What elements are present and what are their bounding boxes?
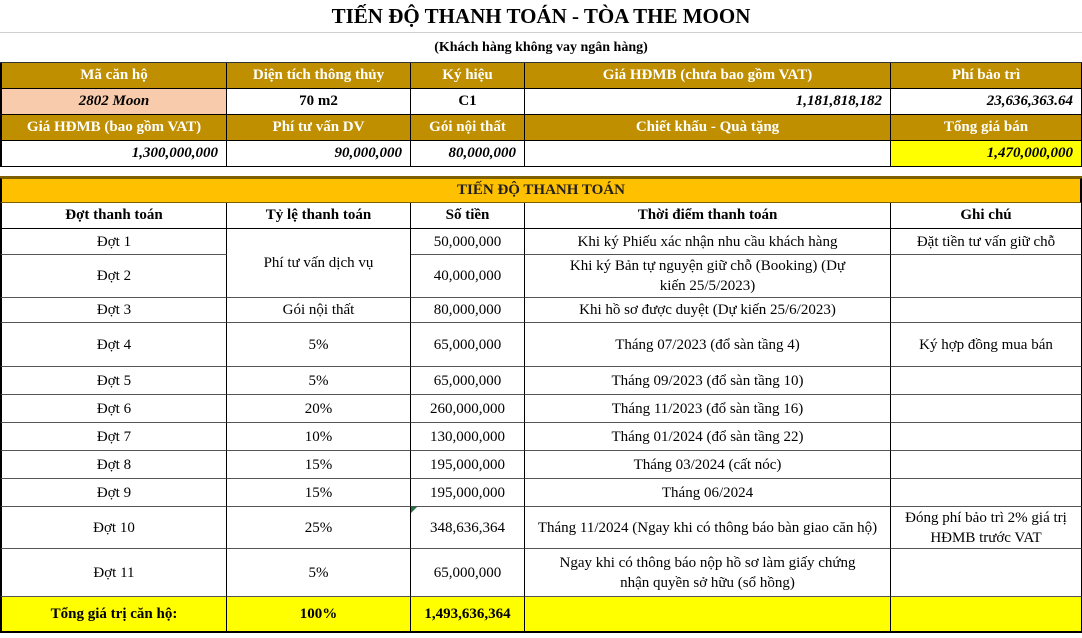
table-row [0, 255, 1082, 298]
value-price-incl-vat[interactable]: 1,300,000,000 [0, 141, 227, 167]
cell-phase[interactable]: Đợt 10 [0, 507, 227, 549]
header-price-excl-vat[interactable]: Giá HĐMB (chưa bao gồm VAT) [525, 63, 891, 89]
header-consulting-fee[interactable]: Phí tư vấn DV [227, 115, 411, 141]
value-price-excl-vat[interactable]: 1,181,818,182 [525, 89, 891, 115]
total-label[interactable]: Tổng giá trị căn hộ: [0, 597, 227, 633]
header-total-price[interactable]: Tổng giá bán [891, 115, 1082, 141]
header-unit-code[interactable]: Mã căn hộ [0, 63, 227, 89]
table-row [0, 229, 1082, 255]
cell-note[interactable] [891, 549, 1082, 597]
merged-rate-consulting-fee[interactable]: Phí tư vấn dịch vụ [227, 229, 411, 298]
cell-timing[interactable]: Tháng 09/2023 (đổ sàn tầng 10) [525, 367, 891, 395]
cell-amount[interactable]: 195,000,000 [411, 479, 525, 507]
header-furniture-package[interactable]: Gói nội thất [411, 115, 525, 141]
value-consulting-fee[interactable]: 90,000,000 [227, 141, 411, 167]
value-unit-code[interactable]: 2802 Moon [0, 89, 227, 115]
schedule-body [0, 229, 1082, 633]
cell-timing[interactable]: Ngay khi có thông báo nộp hồ sơ làm giấy chứng nhận quyền sở hữu (sổ hồng) [525, 549, 891, 597]
table-row [0, 323, 1082, 367]
cell-phase[interactable]: Đợt 11 [0, 549, 227, 597]
total-timing[interactable] [525, 597, 891, 633]
cell-amount[interactable]: 65,000,000 [411, 323, 525, 367]
header-maintenance-fee[interactable]: Phí bảo trì [891, 63, 1082, 89]
total-amount[interactable]: 1,493,636,364 [411, 597, 525, 633]
cell-timing[interactable]: Tháng 03/2024 (cất nóc) [525, 451, 891, 479]
cell-note[interactable] [891, 479, 1082, 507]
cell-note[interactable] [891, 298, 1082, 323]
subtitle-row [0, 33, 1082, 63]
info-value-row-2 [0, 141, 1082, 167]
column-header-phase[interactable]: Đợt thanh toán [0, 203, 227, 229]
column-header-amount[interactable]: Số tiền [411, 203, 525, 229]
total-row [0, 597, 1082, 633]
info-header-row-1 [0, 63, 1082, 89]
page-subtitle[interactable]: (Khách hàng không vay ngân hàng) [0, 33, 1082, 63]
cell-timing[interactable]: Tháng 11/2023 (đổ sàn tầng 16) [525, 395, 891, 423]
cell-rate[interactable]: 5% [227, 323, 411, 367]
total-rate[interactable]: 100% [227, 597, 411, 633]
header-area[interactable]: Diện tích thông thủy [227, 63, 411, 89]
cell-rate[interactable]: 10% [227, 423, 411, 451]
cell-note[interactable] [891, 451, 1082, 479]
cell-phase[interactable]: Đợt 1 [0, 229, 227, 255]
value-maintenance-fee[interactable]: 23,636,363.64 [891, 89, 1082, 115]
table-row [0, 549, 1082, 597]
schedule-section-row [0, 178, 1082, 203]
cell-rate[interactable]: 15% [227, 479, 411, 507]
header-discount-gift[interactable]: Chiết khấu - Quà tặng [525, 115, 891, 141]
cell-timing[interactable]: Tháng 01/2024 (đổ sàn tầng 22) [525, 423, 891, 451]
cell-phase[interactable]: Đợt 4 [0, 323, 227, 367]
cell-phase[interactable]: Đợt 2 [0, 255, 227, 298]
column-header-timing[interactable]: Thời điểm thanh toán [525, 203, 891, 229]
total-note[interactable] [891, 597, 1082, 633]
cell-phase[interactable]: Đợt 7 [0, 423, 227, 451]
cell-phase[interactable]: Đợt 3 [0, 298, 227, 323]
cell-timing[interactable]: Khi ký Bản tự nguyện giữ chỗ (Booking) (Dự kiến 25/5/2023) [525, 255, 891, 298]
cell-rate[interactable]: 5% [227, 549, 411, 597]
value-furniture-package[interactable]: 80,000,000 [411, 141, 525, 167]
cell-amount[interactable]: 65,000,000 [411, 549, 525, 597]
schedule-section-title[interactable]: TIẾN ĐỘ THANH TOÁN [0, 178, 1082, 203]
schedule-header-row [0, 203, 1082, 229]
table-row [0, 479, 1082, 507]
table-row [0, 451, 1082, 479]
cell-note[interactable] [891, 395, 1082, 423]
info-header-row-2 [0, 115, 1082, 141]
cell-amount[interactable]: 195,000,000 [411, 451, 525, 479]
cell-timing[interactable]: Khi ký Phiếu xác nhận nhu cầu khách hàng [525, 229, 891, 255]
cell-phase[interactable]: Đợt 9 [0, 479, 227, 507]
cell-amount[interactable]: 130,000,000 [411, 423, 525, 451]
cell-note[interactable] [891, 255, 1082, 298]
cell-note[interactable]: Đóng phí bảo trì 2% giá trị HĐMB trước VAT [891, 507, 1082, 549]
info-value-row-1 [0, 89, 1082, 115]
cell-phase[interactable]: Đợt 8 [0, 451, 227, 479]
cell-phase[interactable]: Đợt 5 [0, 367, 227, 395]
page-title[interactable]: TIẾN ĐỘ THANH TOÁN - TÒA THE MOON [0, 0, 1082, 33]
formula-indicator-icon [411, 507, 417, 513]
cell-phase[interactable]: Đợt 6 [0, 395, 227, 423]
cell-rate[interactable]: 15% [227, 451, 411, 479]
column-header-note[interactable]: Ghi chú [891, 203, 1082, 229]
table-row [0, 298, 1082, 323]
cell-note[interactable]: Ký hợp đồng mua bán [891, 323, 1082, 367]
title-row [0, 0, 1082, 33]
table-row [0, 507, 1082, 549]
cell-rate[interactable]: 5% [227, 367, 411, 395]
cell-rate[interactable]: 25% [227, 507, 411, 549]
value-area[interactable]: 70 m2 [227, 89, 411, 115]
cell-amount[interactable]: 40,000,000 [411, 255, 525, 298]
cell-timing[interactable]: Tháng 11/2024 (Ngay khi có thông báo bàn giao căn hộ) [525, 507, 891, 549]
cell-amount[interactable]: 260,000,000 [411, 395, 525, 423]
header-symbol[interactable]: Ký hiệu [411, 63, 525, 89]
spacer-row [0, 167, 1082, 178]
table-row [0, 423, 1082, 451]
cell-timing[interactable]: Khi hồ sơ được duyệt (Dự kiến 25/6/2023) [525, 298, 891, 323]
table-row [0, 395, 1082, 423]
value-symbol[interactable]: C1 [411, 89, 525, 115]
cell-amount[interactable]: 50,000,000 [411, 229, 525, 255]
cell-note[interactable] [891, 423, 1082, 451]
cell-timing[interactable]: Tháng 06/2024 [525, 479, 891, 507]
cell-rate[interactable]: 20% [227, 395, 411, 423]
cell-rate[interactable]: Gói nội thất [227, 298, 411, 323]
column-header-rate[interactable]: Tỷ lệ thanh toán [227, 203, 411, 229]
cell-amount[interactable]: 80,000,000 [411, 298, 525, 323]
value-discount-gift[interactable] [525, 141, 891, 167]
cell-note[interactable] [891, 367, 1082, 395]
cell-amount[interactable]: 348,636,364 [411, 507, 525, 549]
cell-amount[interactable]: 65,000,000 [411, 367, 525, 395]
table-row [0, 367, 1082, 395]
header-price-incl-vat[interactable]: Giá HĐMB (bao gồm VAT) [0, 115, 227, 141]
cell-note[interactable]: Đặt tiền tư vấn giữ chỗ [891, 229, 1082, 255]
cell-timing[interactable]: Tháng 07/2023 (đổ sàn tầng 4) [525, 323, 891, 367]
value-total-price[interactable]: 1,470,000,000 [891, 141, 1082, 167]
